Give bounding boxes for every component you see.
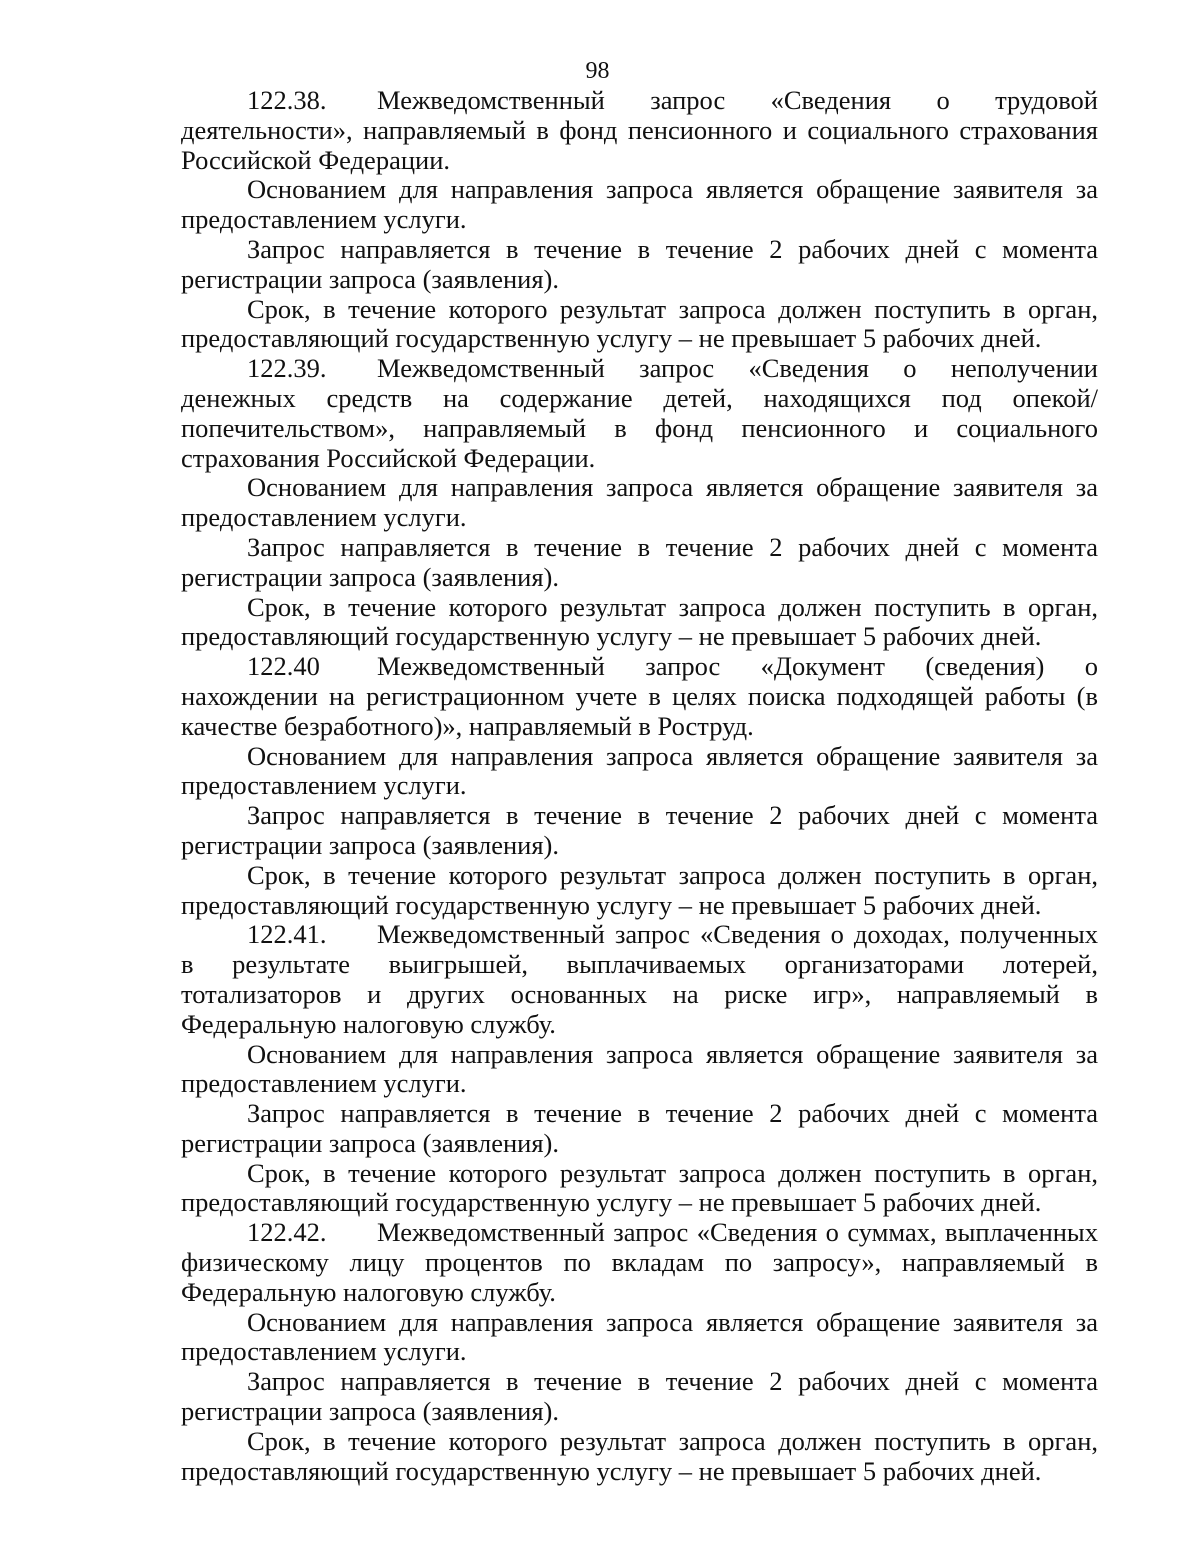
section-number: 122.41.: [247, 919, 327, 950]
deadline-paragraph: Срок, в течение которого результат запроса должен поступить в орган, предоставляющий государственную услугу – не превышает 5 рабочих дней.: [181, 1157, 1098, 1218]
section-title-text: Межведомственный запрос «Документ (сведения) о нахождении на регистрационном учете в целях поиска подходящей работы (в качестве безработного)», направляемый в Роструд.: [181, 651, 1098, 741]
page-number: 98: [585, 58, 610, 84]
timing-paragraph: Запрос направляется в течение в течение 2 рабочих дней с момента регистрации запроса (заявления).: [181, 233, 1098, 294]
section-122-41: [181, 920, 1098, 1218]
timing-paragraph: Запрос направляется в течение в течение 2 рабочих дней с момента регистрации запроса (заявления).: [181, 1366, 1098, 1427]
section-title: [181, 920, 1098, 1039]
document-page: [181, 56, 1098, 1486]
section-title: [181, 86, 1098, 175]
section-number: 122.38.: [247, 85, 327, 115]
section-number: 122.39.: [247, 353, 327, 384]
section-122-38: [181, 86, 1098, 354]
section-number: 122.40: [247, 651, 320, 682]
section-title: [181, 1218, 1098, 1307]
deadline-paragraph: Срок, в течение которого результат запроса должен поступить в орган, предоставляющий государственную услугу – не превышает 5 рабочих дней.: [181, 293, 1098, 354]
section-title-text: Межведомственный запрос «Сведения о трудовой деятельности», направляемый в фонд пенсионного и социального страхования Российской Федерации.: [181, 85, 1098, 175]
section-title: [181, 354, 1098, 473]
basis-paragraph: Основанием для направления запроса является обращение заявителя за предоставлением услуги.: [181, 174, 1098, 235]
section-122-42: [181, 1218, 1098, 1486]
basis-paragraph: Основанием для направления запроса является обращение заявителя за предоставлением услуги.: [181, 1306, 1098, 1367]
section-number: 122.42.: [247, 1217, 327, 1248]
timing-paragraph: Запрос направляется в течение в течение 2 рабочих дней с момента регистрации запроса (заявления).: [181, 1098, 1098, 1158]
deadline-paragraph: Срок, в течение которого результат запроса должен поступить в орган, предоставляющий государственную услугу – не превышает 5 рабочих дней.: [181, 1425, 1098, 1486]
section-title: [181, 652, 1098, 741]
section-title-text: Межведомственный запрос «Сведения о доходах, полученных в результате выигрышей, выплачиваемых организаторами лотерей, тотализаторов и других основанных на риске игр», направляемый в Федеральную налоговую службу.: [181, 919, 1098, 1039]
section-122-39: [181, 354, 1098, 652]
deadline-paragraph: Срок, в течение которого результат запроса должен поступить в орган, предоставляющий государственную услугу – не превышает 5 рабочих дней.: [181, 859, 1098, 920]
timing-paragraph: Запрос направляется в течение в течение 2 рабочих дней с момента регистрации запроса (заявления).: [181, 531, 1098, 592]
deadline-paragraph: Срок, в течение которого результат запроса должен поступить в орган, предоставляющий государственную услугу – не превышает 5 рабочих дней.: [181, 591, 1098, 652]
basis-paragraph: Основанием для направления запроса является обращение заявителя за предоставлением услуги.: [181, 472, 1098, 533]
basis-paragraph: Основанием для направления запроса является обращение заявителя за предоставлением услуги.: [181, 740, 1098, 801]
section-122-40: [181, 652, 1098, 920]
section-title-text: Межведомственный запрос «Сведения о суммах, выплаченных физическому лицу процентов по вкладам по запросу», направляемый в Федеральную налоговую службу.: [181, 1217, 1098, 1307]
section-title-text: Межведомственный запрос «Сведения о неполучении денежных средств на содержание детей, находящихся под опекой/попечительством», направляемый в фонд пенсионного и социального страхования Российской Федерации.: [181, 353, 1098, 473]
timing-paragraph: Запрос направляется в течение в течение 2 рабочих дней с момента регистрации запроса (заявления).: [181, 800, 1098, 860]
basis-paragraph: Основанием для направления запроса является обращение заявителя за предоставлением услуги.: [181, 1038, 1098, 1099]
